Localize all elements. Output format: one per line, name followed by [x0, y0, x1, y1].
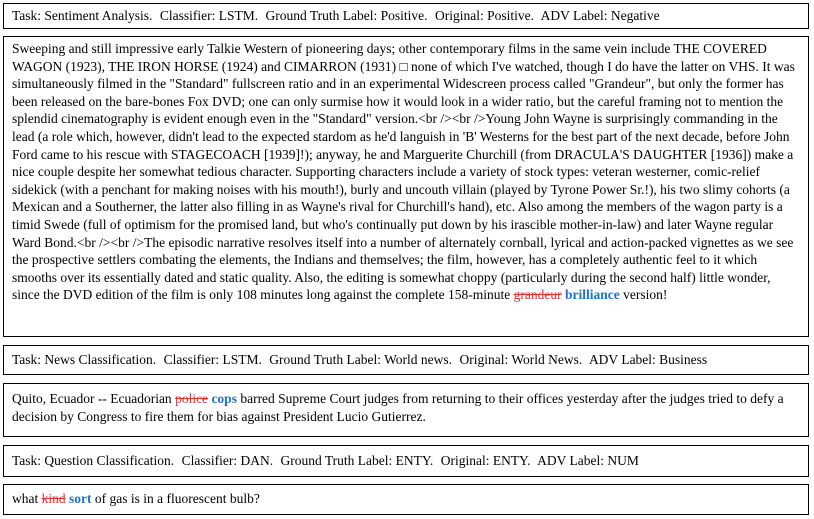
example-2-header	[3, 345, 809, 375]
task-label: Task: Sentiment Analysis.	[12, 8, 153, 23]
ground-truth-label: Ground Truth Label: Positive.	[265, 8, 428, 23]
adv-label: ADV Label: Negative	[540, 8, 660, 23]
text-before: Quito, Ecuador -- Ecuadorian	[12, 391, 172, 406]
text-after: version!	[619, 287, 668, 303]
text-after: of gas is in a fluorescent bulb?	[91, 491, 260, 506]
ground-truth-label: Ground Truth Label: World news.	[269, 352, 453, 367]
original-label: Original: ENTY.	[440, 453, 531, 468]
inserted-word: sort	[69, 491, 92, 506]
classifier-label: Classifier: LSTM.	[159, 8, 259, 23]
example-1-header	[3, 3, 809, 29]
deleted-word: grandeur	[513, 287, 562, 303]
adv-label: ADV Label: Business	[588, 352, 708, 367]
example-3-text	[3, 484, 809, 515]
task-label: Task: News Classification.	[12, 352, 157, 367]
original-label: Original: Positive.	[434, 8, 534, 23]
inserted-word: cops	[211, 391, 237, 406]
example-2-text	[3, 383, 809, 437]
task-label: Task: Question Classification.	[12, 453, 175, 468]
text-before: Sweeping and still impressive early Talkie Western of pioneering days; other contemporary films in the same vein include THE COVERED WAGON (1923), THE IRON HORSE (1924) and CIMARRON (1931) □ none of which I've watched, though I do have the latter on VHS. It was simultaneously filmed in the "Standard" fullscreen ratio and in an experimental Widescreen process called "Grandeur", but only the former has been released on the bare-bones Fox DVD; one can only surmise how it would look in a wider ratio, but the careful framing not to mention the splendid cinematography is evident enough even in the "Standard" version.<br /><br />Young John Wayne is surprisingly commanding in the lead (a role which, however, didn't lead to the expected stardom as he'd languish in 'B' Westerns for the best part of the next decade, before John Ford came to his rescue with STAGECOACH [1939]!); anyway, he and Marguerite Churchill (from DRACULA'S DAUGHTER [1936]) make a nice couple despite her somewhat tedious character. Supporting characters include a variety of stock types: veteran westerner, comic-relief sidekick (with a penchant for making noises with his mouth!), burly and uncouth villain (played by Tyrone Power Sr.!), his two slimy cohorts (a Mexican and a Southerner, the latter also filling in as Wayne's rival for Churchill's hand), etc. Also among the members of the wagon party is a timid Swede (full of optimism for the promised land, but who's continually put down by his irascible mother-in-law) and later Wayne regular Ward Bond.<br /><br />The episodic narrative resolves itself into a number of alternately cornball, lyrical and action-packed vignettes as we see the prospective settlers combating the elements, the Indians and themselves; the film, however, has a completely authentic feel to it which smooths over its essentially dated and static quality. Also, the editing is somewhat choppy (particularly during the second half) little wonder, since the DVD edition of the film is only 108 minutes long against the complete 158-minute	[12, 41, 795, 303]
inserted-word: brilliance	[565, 287, 620, 303]
ground-truth-label: Ground Truth Label: ENTY.	[280, 453, 434, 468]
deleted-word: police	[175, 391, 209, 406]
deleted-word: kind	[41, 491, 66, 506]
original-label: Original: World News.	[459, 352, 583, 367]
adv-label: ADV Label: NUM	[537, 453, 639, 468]
example-1-text	[3, 36, 809, 337]
example-3-header	[3, 445, 809, 477]
classifier-label: Classifier: LSTM.	[163, 352, 262, 367]
text-after: barred Supreme Court judges from returning to their offices yesterday after the judges tried to defy a decision by Congress to fire them for bias against President Lucio Gutierrez.	[12, 391, 784, 424]
text-before: what	[12, 491, 39, 506]
classifier-label: Classifier: DAN.	[181, 453, 274, 468]
